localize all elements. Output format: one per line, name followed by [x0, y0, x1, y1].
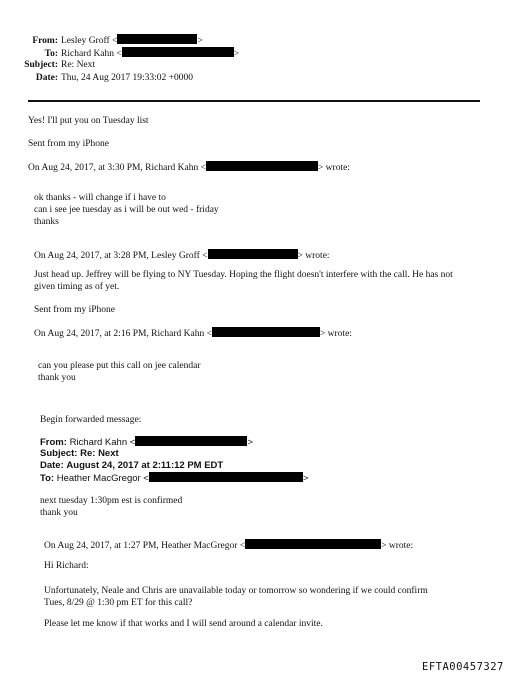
quote-header-suffix: > wrote: [317, 163, 350, 173]
message-line: Please let me know if that works and I will send around a calendar invite. [44, 619, 323, 629]
message-line: thank you [38, 373, 76, 383]
header-date-label: Date: [35, 73, 58, 83]
fwd-subject-row [40, 448, 119, 460]
quote-header-1 [28, 161, 350, 175]
quote-header-suffix: > wrote: [319, 329, 352, 339]
header-subject-label: Subject: [24, 60, 58, 70]
message-line: given timing as of yet. [34, 282, 120, 292]
fwd-date-value: August 24, 2017 at 2:11:12 PM EDT [66, 460, 224, 471]
fwd-date-label: Date: [40, 460, 64, 471]
fwd-from-row [40, 436, 253, 449]
redaction-box [135, 436, 247, 446]
greeting: Hi Richard: [44, 561, 89, 571]
message-line: Tues, 8/29 @ 1:30 pm ET for this call? [44, 598, 193, 608]
fwd-subject-value: Re: Next [80, 448, 119, 459]
bates-number: EFTA00457327 [422, 661, 504, 673]
header-gt: > [197, 36, 203, 46]
fwd-to-label: To: [40, 473, 55, 484]
fwd-subject-label: Subject: [40, 448, 78, 459]
message-line: thanks [34, 217, 59, 227]
message-line: can you please put this call on jee calendar [38, 361, 201, 371]
message-line: Unfortunately, Neale and Chris are unavailable today or tomorrow so wondering if we could confirm [44, 586, 428, 596]
quote-header-4 [44, 539, 413, 553]
message-line: Just head up. Jeffrey will be flying to NY Tuesday. Hoping the flight doesn't interfere with the call. He has not [34, 270, 453, 280]
fwd-date-row [40, 460, 223, 472]
header-date-value: Thu, 24 Aug 2017 19:33:02 +0000 [61, 73, 194, 83]
quote-header-text: On Aug 24, 2017, at 3:30 PM, Richard Kahn < [28, 163, 206, 173]
quote-header-suffix: > wrote: [297, 251, 330, 261]
message-line: next tuesday 1:30pm est is confirmed [40, 496, 183, 506]
quote-header-text: On Aug 24, 2017, at 3:28 PM, Lesley Groff < [34, 251, 208, 261]
fwd-to-row [40, 472, 308, 485]
quote-header-suffix: > wrote: [381, 541, 414, 551]
fwd-from-value: Richard Kahn < [69, 437, 136, 448]
header-to-value: Richard Kahn < [61, 49, 122, 59]
signature-line: Sent from my iPhone [28, 139, 110, 149]
redaction-box [245, 539, 381, 549]
header-to-row [0, 47, 239, 61]
message-line: thank you [40, 508, 78, 518]
forward-title: Begin forwarded message: [40, 415, 142, 425]
header-subject-row [0, 60, 95, 72]
quote-header-2 [34, 249, 330, 263]
fwd-gt: > [247, 437, 253, 448]
header-from-label: From: [32, 36, 58, 46]
message-line: ok thanks - will change if i have to [34, 193, 166, 203]
signature-line: Sent from my iPhone [34, 305, 116, 315]
quote-header-text: On Aug 24, 2017, at 1:27 PM, Heather MacGregor < [44, 541, 246, 551]
redaction-box [122, 47, 234, 57]
header-divider [28, 100, 480, 102]
fwd-from-label: From: [40, 437, 67, 448]
header-date-row [0, 73, 193, 85]
reply-line: Yes! I'll put you on Tuesday list [28, 116, 149, 126]
fwd-gt: > [302, 473, 309, 484]
fwd-to-value: Heather MacGregor < [56, 473, 149, 484]
header-gt: > [233, 49, 240, 59]
header-to-label: To: [44, 49, 58, 59]
redaction-box [212, 327, 320, 337]
message-line: can i see jee tuesday as i will be out wed - friday [34, 205, 219, 215]
header-from-value: Lesley Groff < [61, 36, 118, 46]
redaction-box [149, 472, 303, 482]
redaction-box [117, 34, 197, 44]
redaction-box [208, 249, 298, 259]
header-from-row [0, 34, 203, 48]
header-subject-value: Re: Next [61, 60, 96, 70]
redaction-box [206, 161, 318, 171]
quote-header-text: On Aug 24, 2017, at 2:16 PM, Richard Kahn < [34, 329, 212, 339]
quote-header-3 [34, 327, 352, 341]
